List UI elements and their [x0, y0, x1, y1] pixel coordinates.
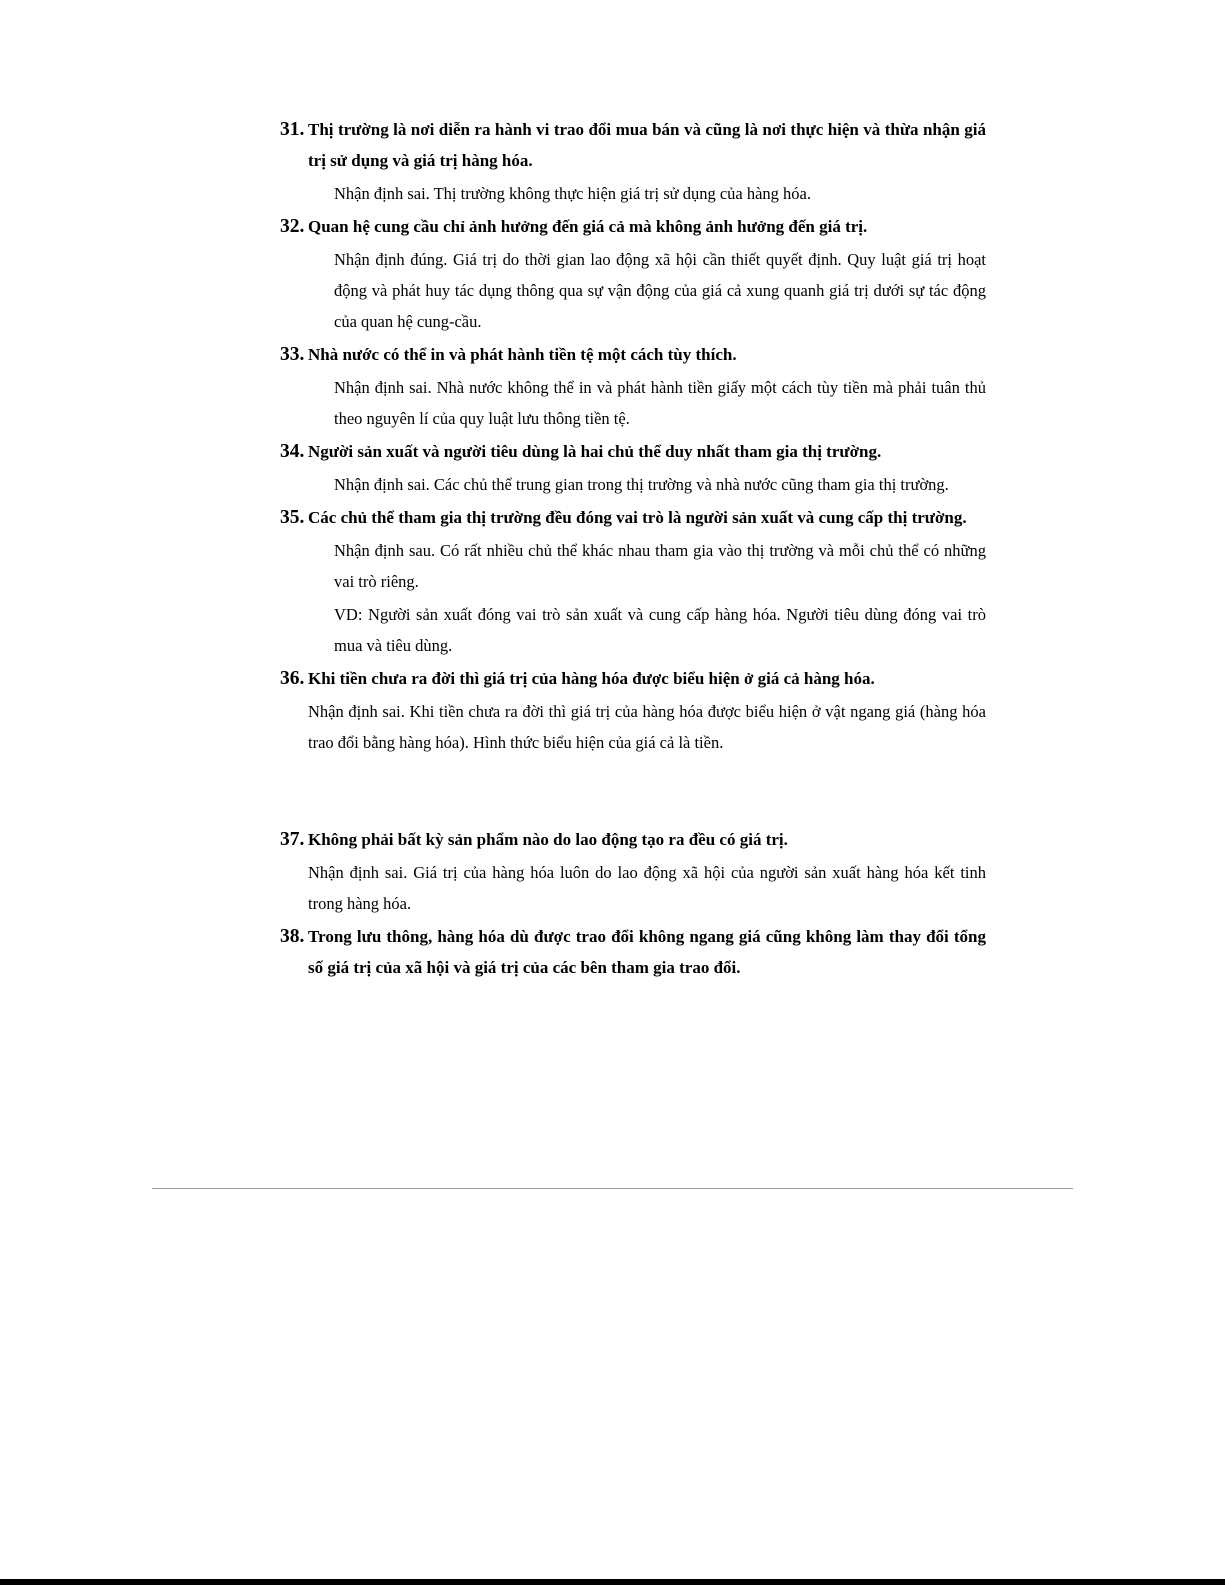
- answer-37: Nhận định sai. Giá trị của hàng hóa luôn do lao động xã hội của người sản xuất hàng hóa kết tinh trong hàng hóa.: [308, 863, 986, 913]
- question-text: Quan hệ cung cầu chỉ ảnh hưởng đến giá cả mà không ảnh hưởng đến giá trị.: [308, 217, 868, 236]
- question-37: [280, 824, 986, 855]
- question-number: 38.: [280, 926, 305, 947]
- answer-36: Nhận định sai. Khi tiền chưa ra đời thì giá trị của hàng hóa được biểu hiện ở vật ngang giá (hàng hóa trao đổi bằng hàng hóa). Hình thức biểu hiện của giá cả là tiền.: [308, 702, 986, 752]
- page-separator: [152, 1188, 1073, 1189]
- bottom-edge: [0, 1579, 1225, 1585]
- question-text: Người sản xuất và người tiêu dùng là hai chủ thể duy nhất tham gia thị trường.: [308, 442, 882, 461]
- question-35: [280, 502, 986, 533]
- question-text: Thị trường là nơi diễn ra hành vi trao đổi mua bán và cũng là nơi thực hiện và thừa nhận giá trị sử dụng và giá trị hàng hóa.: [308, 120, 986, 170]
- question-text: Khi tiền chưa ra đời thì giá trị của hàng hóa được biểu hiện ở giá cả hàng hóa.: [308, 669, 875, 688]
- question-34: [280, 436, 986, 467]
- question-number: 32.: [280, 216, 305, 237]
- question-text: Trong lưu thông, hàng hóa dù được trao đổi không ngang giá cũng không làm thay đổi tổng số giá trị của xã hội và giá trị của các bên tham gia trao đổi.: [308, 927, 986, 977]
- question-text: Nhà nước có thể in và phát hành tiền tệ một cách tùy thích.: [308, 345, 737, 364]
- answer-35-example: VD: Người sản xuất đóng vai trò sản xuất và cung cấp hàng hóa. Người tiêu dùng đóng vai trò mua và tiêu dùng.: [334, 605, 986, 655]
- spacer: [280, 760, 986, 824]
- question-text: Các chủ thể tham gia thị trường đều đóng vai trò là người sản xuất và cung cấp thị trường.: [308, 508, 967, 527]
- question-33: [280, 339, 986, 370]
- question-36: [280, 663, 986, 694]
- answer-32: Nhận định đúng. Giá trị do thời gian lao động xã hội cần thiết quyết định. Quy luật giá trị hoạt động và phát huy tác dụng thông qua sự vận động của giá cả xung quanh giá trị dưới sự tác động của quan hệ cung-cầu.: [334, 250, 986, 331]
- answer-34: Nhận định sai. Các chủ thể trung gian trong thị trường và nhà nước cũng tham gia thị trường.: [334, 475, 949, 494]
- question-38: [280, 921, 986, 983]
- question-number: 33.: [280, 344, 305, 365]
- question-31: [280, 114, 986, 176]
- question-number: 36.: [280, 668, 305, 689]
- document-body: [280, 114, 986, 983]
- question-32: [280, 211, 986, 242]
- question-number: 37.: [280, 829, 305, 850]
- question-number: 35.: [280, 507, 305, 528]
- answer-31: Nhận định sai. Thị trường không thực hiện giá trị sử dụng của hàng hóa.: [334, 184, 812, 203]
- question-text: Không phải bất kỳ sản phẩm nào do lao động tạo ra đều có giá trị.: [308, 830, 788, 849]
- question-number: 31.: [280, 119, 305, 140]
- answer-33: Nhận định sai. Nhà nước không thể in và phát hành tiền giấy một cách tùy tiền mà phải tuân thủ theo nguyên lí của quy luật lưu thông tiền tệ.: [334, 378, 986, 428]
- question-number: 34.: [280, 441, 305, 462]
- answer-35: Nhận định sau. Có rất nhiều chủ thể khác nhau tham gia vào thị trường và mỗi chủ thể có những vai trò riêng.: [334, 541, 986, 591]
